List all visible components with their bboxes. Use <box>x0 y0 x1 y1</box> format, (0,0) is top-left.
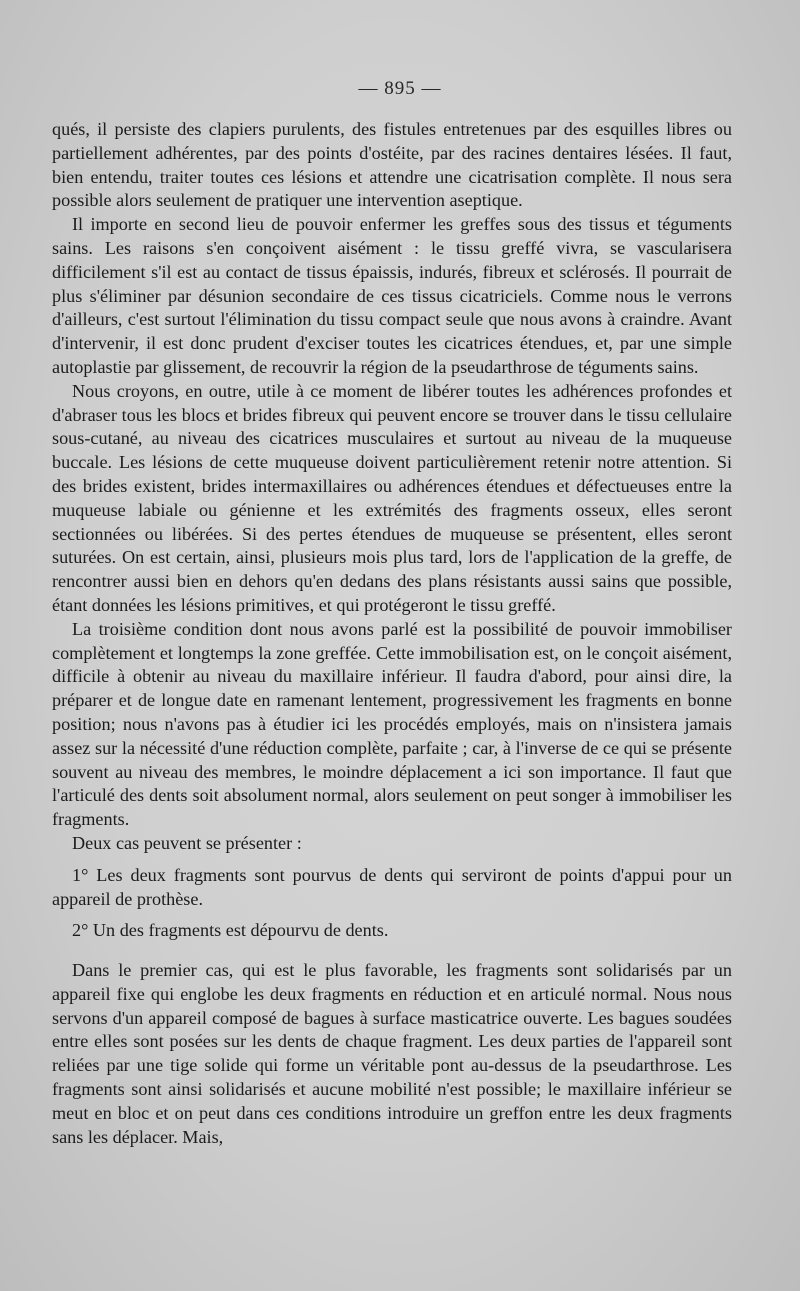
page-number: — 895 — <box>358 78 442 99</box>
paragraph-second-condition: Il importe en second lieu de pouvoir enfermer les greffes sous des tissus et téguments sains. Les raisons s'en conçoivent aisément : le tissu greffé vivra, se vascularisera difficilement s'il est au contact de tissus épaissis, indurés, fibreux et sclérosés. Il pourrait de plus s'éliminer par désunion secondaire de ces tissus cicatriciels. Comme nous le verrons d'ailleurs, c'est surtout l'élimination du tissu compact seule que nous avons à craindre. Avant d'intervenir, il est donc prudent d'exciser toutes les cicatrices étendues, et, par une simple autoplastie par glissement, de recouvrir la région de la pseudarthrose de téguments sains. <box>52 214 732 377</box>
paragraph-continuation: qués, il persiste des clapiers purulents, des fistules entretenues par des esquilles libres ou partiellement adhérentes, par des points d'ostéite, par des racines dentaires lésées. Il faut, bien entendu, traiter toutes ces lésions et attendre une cicatrisation complète. Il nous sera possible alors seulement de pratiquer une intervention aseptique. <box>52 119 732 211</box>
paragraph-adhesions: Nous croyons, en outre, utile à ce moment de libérer toutes les adhérences profondes et d'abraser tous les blocs et brides fibreux qui peuvent encore se trouver dans le tissu cellulaire sous-cutané, au niveau des cicatrices musculaires et surtout au niveau de la muqueuse buccale. Les lésions de cette muqueuse doivent particulièrement retenir notre attention. Si des brides existent, brides intermaxillaires ou adhérences étendues et défectueuses entre la muqueuse labiale ou génienne et les extrémités des fragments osseux, elles seront sectionnées ou libérées. Si des pertes étendues de muqueuse se présentent, elles seront suturées. On est certain, ainsi, plusieurs mois plus tard, lors de l'application de la greffe, de rencontrer aussi bien en dehors qu'en dedans des plans résistants aussi sains que possible, étant données les lésions primitives, et qui protégeront le tissu greffé. <box>52 380 732 615</box>
paragraph-first-case: Dans le premier cas, qui est le plus favorable, les fragments sont solidarisés par un appareil fixe qui englobe les deux fragments en réduction et en articulé normal. Nous nous servons d'un appareil composé de bagues à surface masticatrice ouverte. Les bagues soudées entre elles sont posées sur les dents de chaque fragment. Les deux parties de l'appareil sont reliées par une tige solide qui forme un véritable pont au-dessus de la pseudarthrose. Les fragments sont ainsi solidarisés et aucune mobilité n'est possible; le maxillaire inférieur se meut en bloc et on peut dans ces conditions introduire un greffon entre les deux fragments sans les déplacer. Mais, <box>52 960 732 1147</box>
list-item-case-2: 2° Un des fragments est dépourvu de dents. <box>72 920 389 941</box>
body-text <box>52 118 732 1149</box>
paragraph-third-condition: La troisième condition dont nous avons parlé est la possibilité de pouvoir immobiliser complètement et longtemps la zone greffée. Cette immobilisation est, on le conçoit aisément, difficile à obtenir au niveau du maxillaire inférieur. Il faudra d'abord, pour ainsi dire, la préparer et de longue date en ramenant lentement, progressivement les fragments en bonne position; nous n'avons pas à étudier ici les procédés employés, mais on n'insistera jamais assez sur la nécessité d'une réduction complète, parfaite ; car, à l'inverse de ce qui se présente souvent au niveau des membres, le moindre déplacement a ici son importance. Il faut que l'articulé des dents soit absolument normal, alors seulement on peut songer à immobiliser les fragments. <box>52 618 732 830</box>
list-item-case-1: 1° Les deux fragments sont pourvus de dents qui serviront de points d'appui pour un appareil de prothèse. <box>52 864 732 909</box>
paragraph-two-cases: Deux cas peuvent se présenter : <box>72 832 302 853</box>
